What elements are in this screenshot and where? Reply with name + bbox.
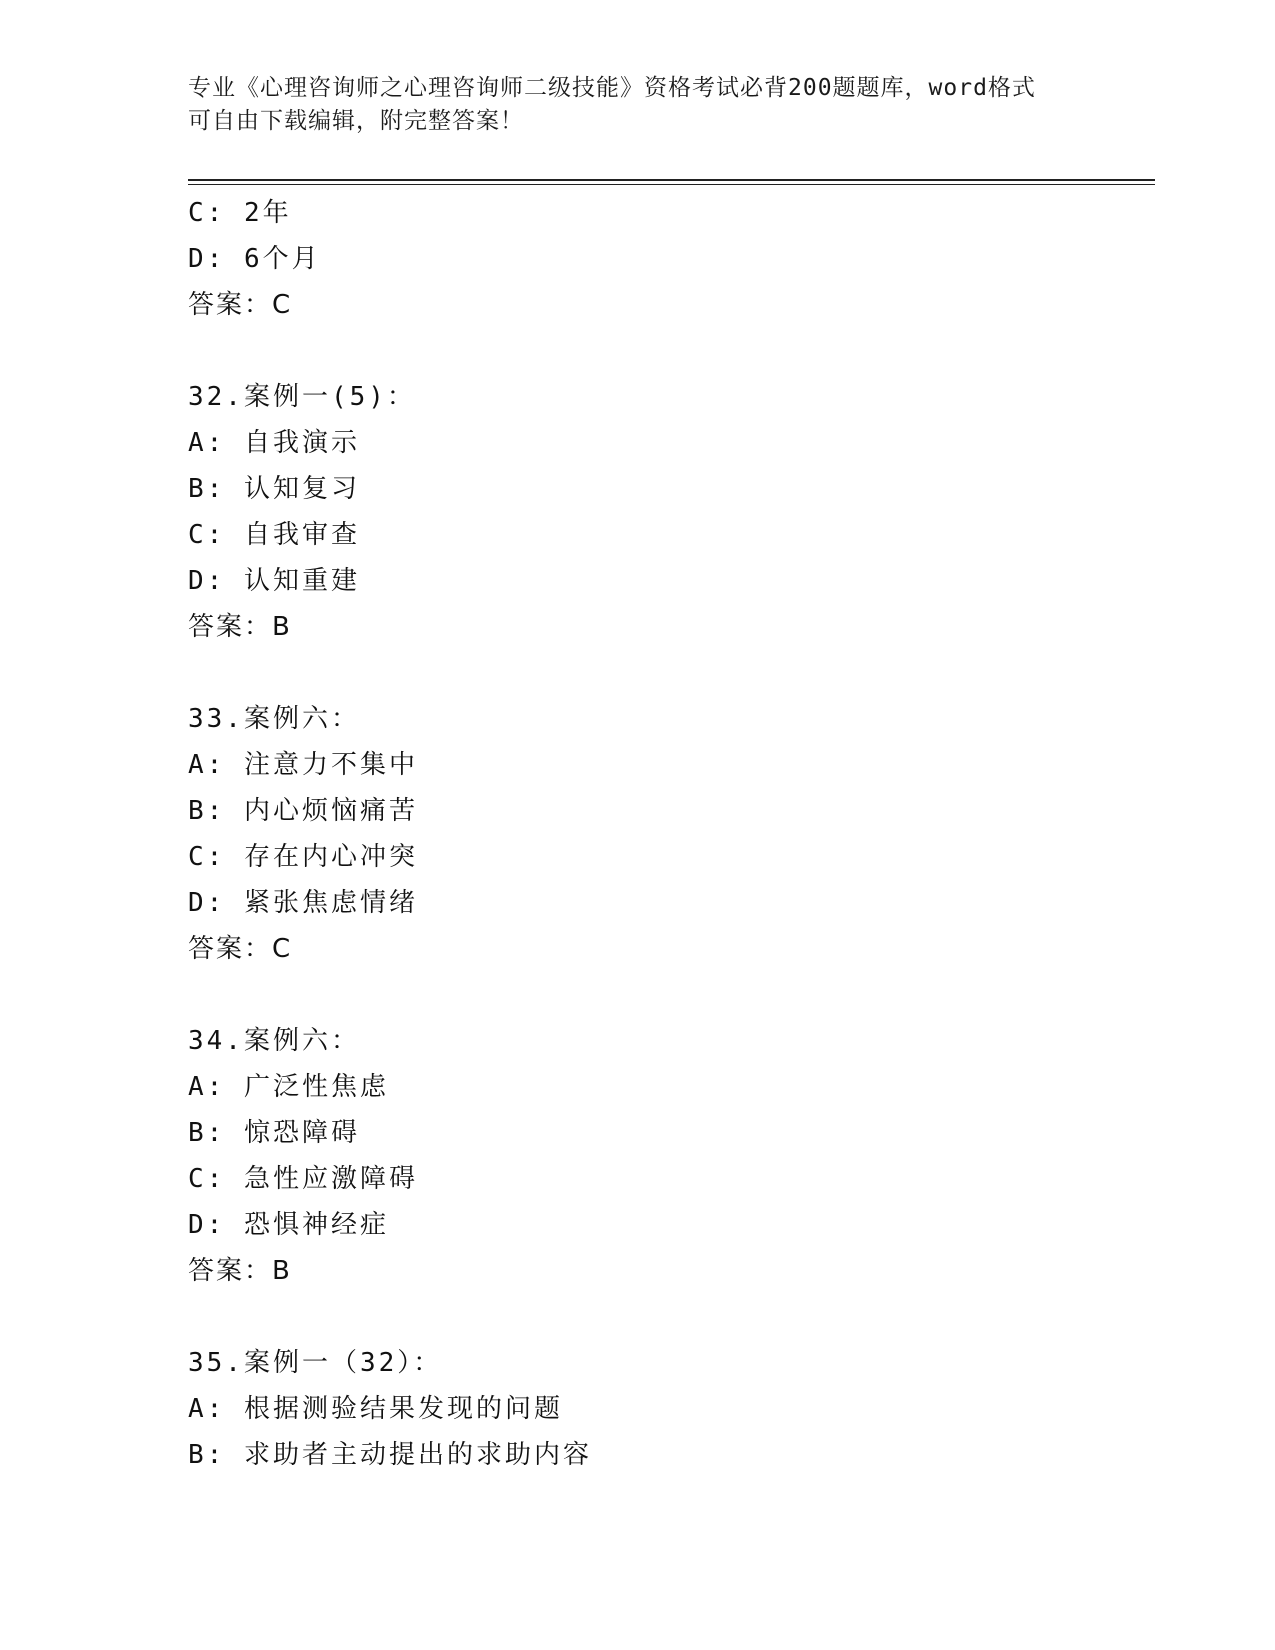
option-a: A: 自我演示 — [188, 428, 360, 458]
option-d: D: 恐惧神经症 — [188, 1210, 389, 1240]
question-stem: 32.案例一(5)： — [188, 382, 416, 412]
question-stem: 33.案例六： — [188, 704, 360, 734]
header-line-1: 专业《心理咨询师之心理咨询师二级技能》资格考试必背200题题库，word格式 — [188, 75, 1036, 101]
option-b: B: 求助者主动提出的求助内容 — [188, 1440, 592, 1470]
option-a: A: 注意力不集中 — [188, 750, 418, 780]
question-stem: 35.案例一（32）： — [188, 1348, 443, 1378]
header-divider-thick — [188, 179, 1155, 181]
option-c: C: 急性应激障碍 — [188, 1164, 418, 1194]
question-stem: 34.案例六： — [188, 1026, 360, 1056]
option-b: B: 认知复习 — [188, 474, 360, 504]
option-a: A: 根据测验结果发现的问题 — [188, 1394, 563, 1424]
answer: 答案：B — [188, 612, 292, 642]
question-34 — [188, 1018, 1148, 1294]
option-b: B: 内心烦恼痛苦 — [188, 796, 418, 826]
option-a: A: 广泛性焦虑 — [188, 1072, 389, 1102]
question-list — [188, 190, 1148, 1478]
header-line-2: 可自由下载编辑，附完整答案！ — [188, 108, 524, 134]
question-32 — [188, 374, 1148, 650]
option-d: D: 6个月 — [188, 244, 321, 274]
answer: 答案：C — [188, 290, 293, 320]
option-d: D: 认知重建 — [188, 566, 360, 596]
document-header — [188, 72, 1088, 138]
answer: 答案：B — [188, 1256, 292, 1286]
question-33 — [188, 696, 1148, 972]
question-31-tail — [188, 190, 1148, 328]
option-b: B: 惊恐障碍 — [188, 1118, 360, 1148]
option-c: C: 2年 — [188, 198, 292, 228]
option-d: D: 紧张焦虑情绪 — [188, 888, 418, 918]
header-divider-thin — [188, 184, 1155, 185]
question-35 — [188, 1340, 1148, 1478]
answer: 答案：C — [188, 934, 293, 964]
option-c: C: 存在内心冲突 — [188, 842, 418, 872]
option-c: C: 自我审查 — [188, 520, 360, 550]
